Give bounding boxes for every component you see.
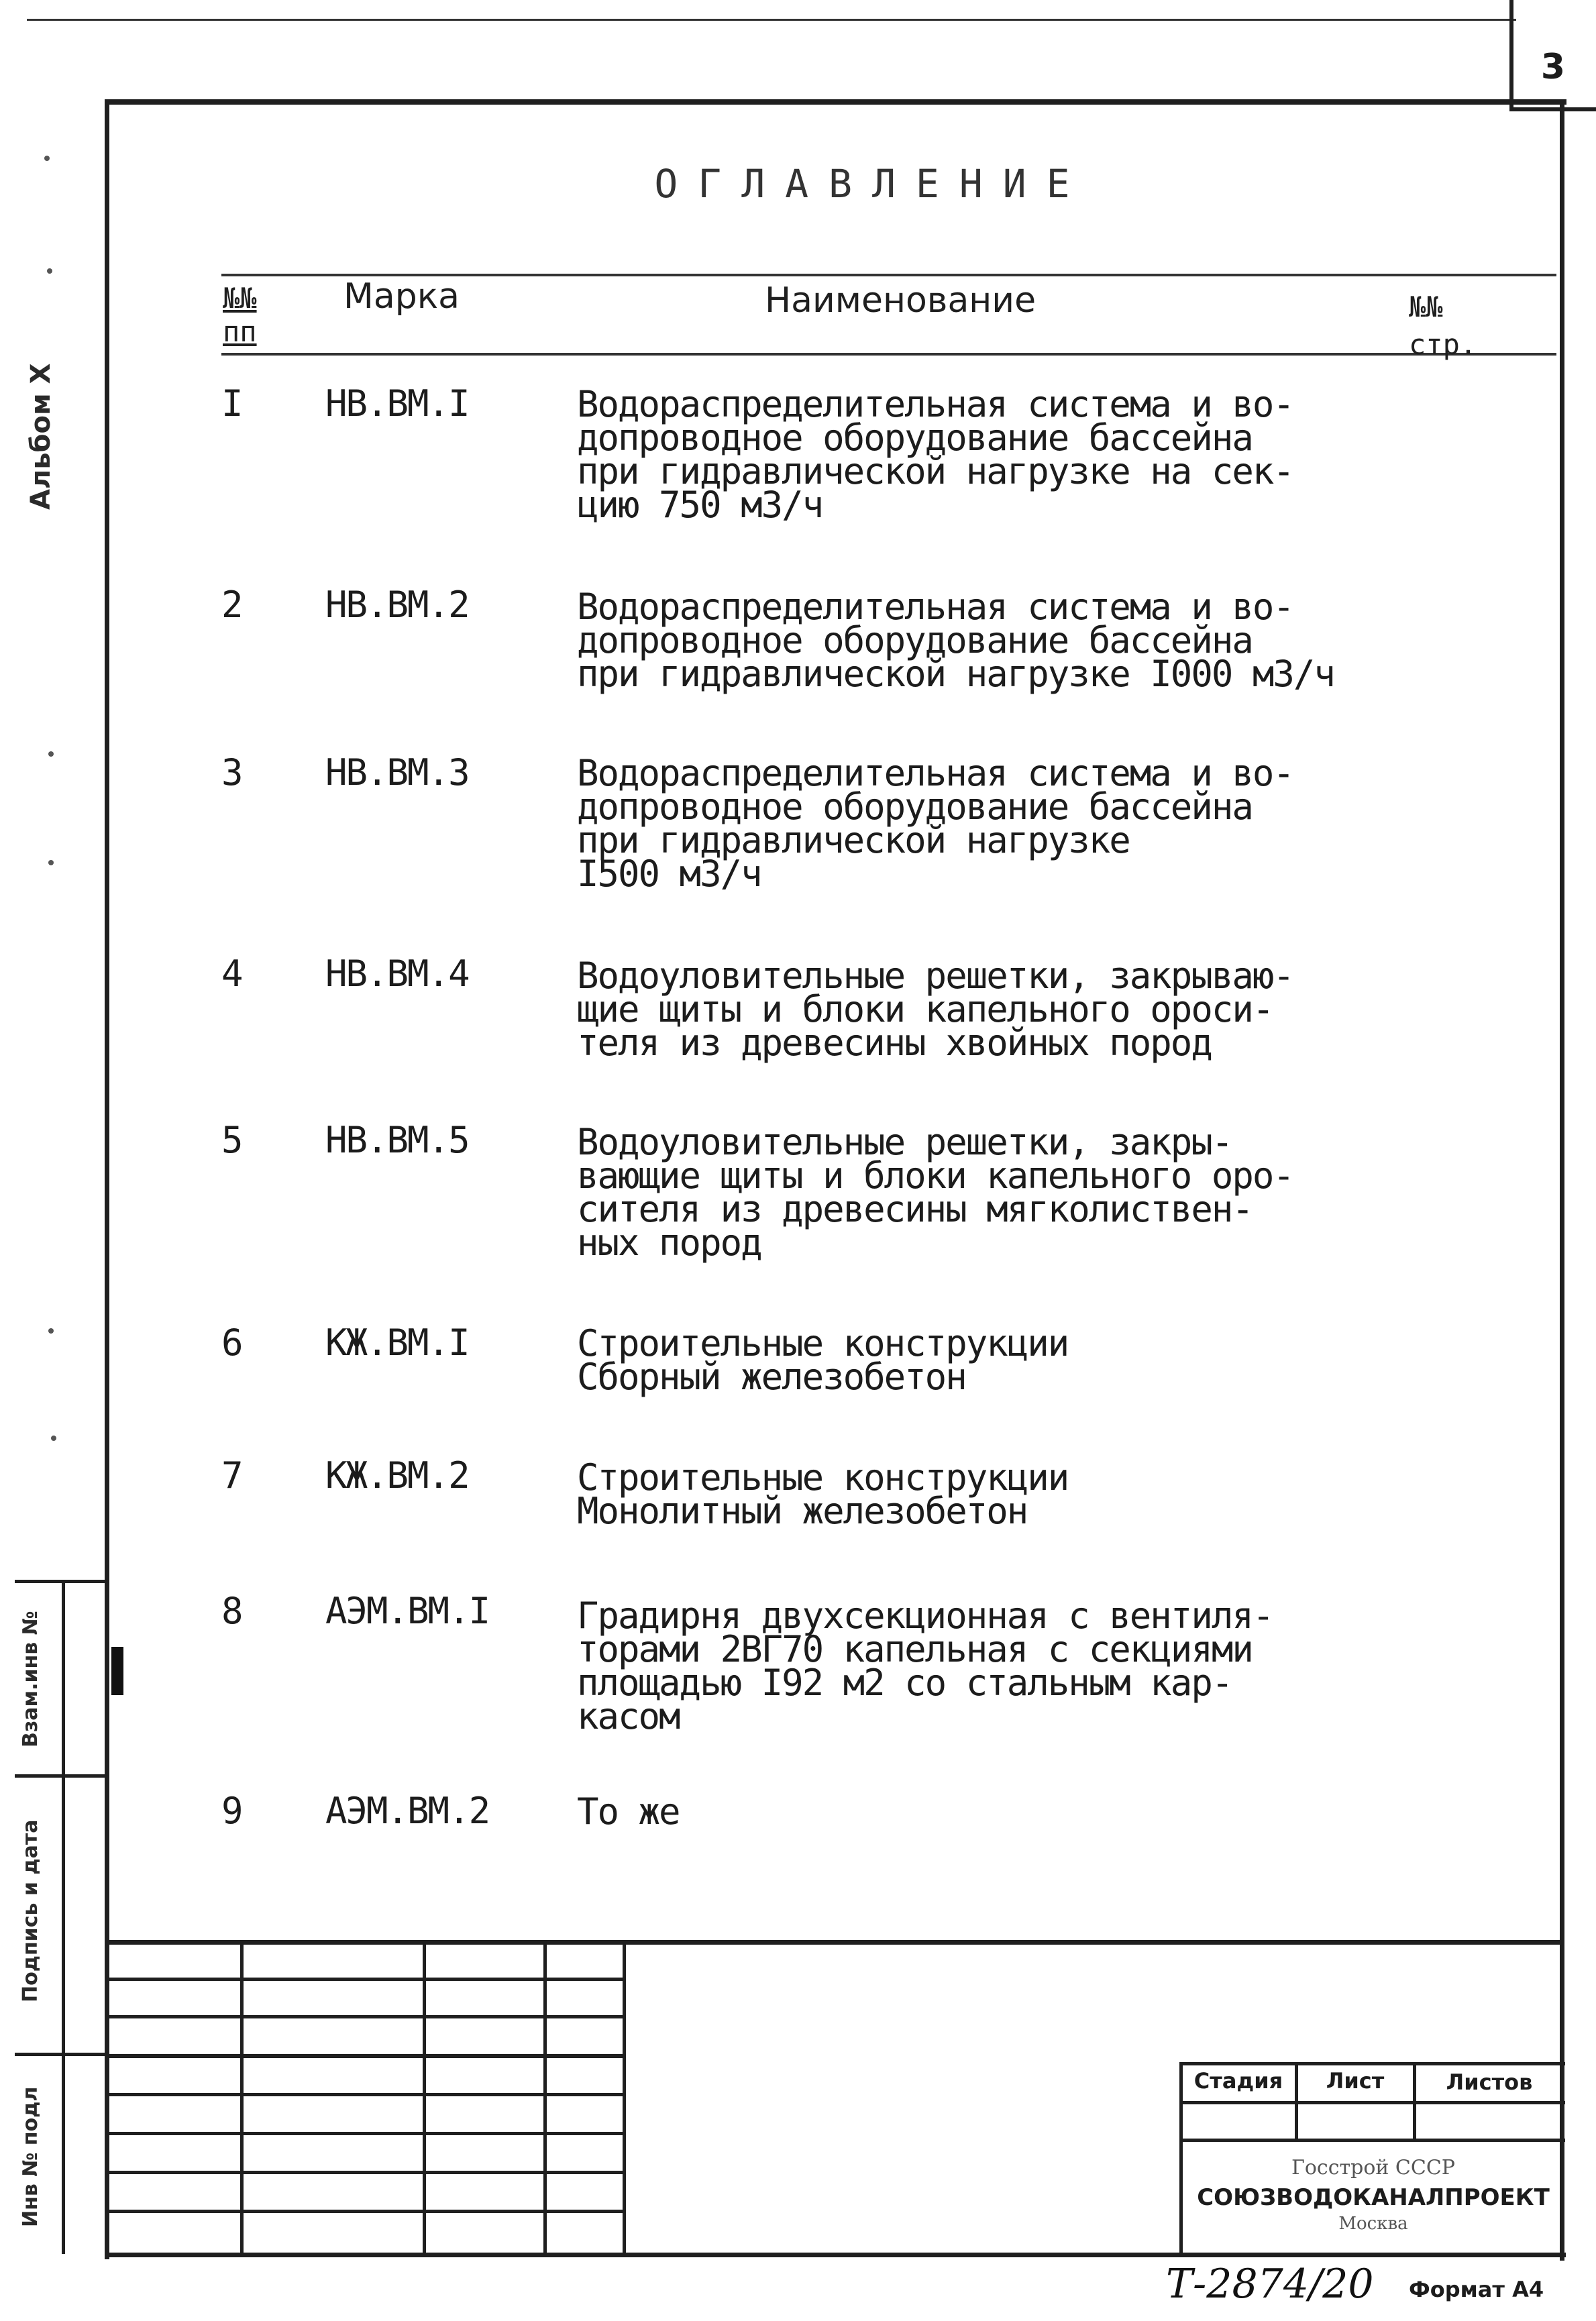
row-mark: НВ.ВМ.3 — [325, 751, 469, 794]
row-mark: КЖ.ВМ.2 — [325, 1454, 469, 1497]
row-mark: АЭМ.ВМ.2 — [325, 1790, 490, 1832]
frame-top — [107, 99, 1566, 105]
signature-date-label: Подпись и дата — [19, 1819, 42, 2002]
header-name: Наименование — [765, 280, 1036, 321]
format-label: Формат А4 — [1409, 2277, 1544, 2302]
row-num: I — [221, 382, 244, 425]
row-name: Строительные конструкции Монолитный железобетон — [577, 1456, 1069, 1532]
page-number: 3 — [1540, 47, 1566, 87]
top-edge-line — [27, 19, 1516, 21]
row-mark: НВ.ВМ.5 — [325, 1119, 469, 1161]
row-num: 7 — [221, 1454, 244, 1497]
stamp-top-line — [107, 1940, 1563, 1945]
margin-mark — [48, 1328, 54, 1334]
row-mark: НВ.ВМ.2 — [325, 584, 469, 626]
org-city: Москва — [1338, 2214, 1408, 2234]
row-mark: КЖ.ВМ.I — [325, 1321, 469, 1364]
row-mark: АЭМ.ВМ.I — [325, 1590, 490, 1632]
album-label: Альбом X — [25, 363, 56, 510]
stamp-grid-divider — [240, 1940, 244, 2255]
title-block-line — [1179, 2139, 1565, 2142]
row-num: 3 — [221, 751, 244, 794]
margin-mark — [48, 860, 54, 865]
sheets-label: Листов — [1446, 2069, 1533, 2095]
binding-mark — [111, 1647, 123, 1695]
header-bottom-line — [221, 353, 1556, 356]
margin-mark — [47, 268, 52, 274]
org-ministry: Госстрой СССР — [1291, 2156, 1455, 2179]
frame-bottom — [105, 2253, 1566, 2257]
header-mark: Марка — [343, 276, 460, 317]
margin-mark — [51, 1436, 56, 1441]
margin-stamp-divider — [62, 1580, 65, 2254]
row-name: Водораспределительная система и во- допроводное оборудование бассейна при гидравлической нагрузке на сек- цию 750 м3/ч — [577, 383, 1293, 526]
row-num: 8 — [221, 1590, 244, 1632]
row-num: 9 — [221, 1790, 244, 1832]
row-num: 5 — [221, 1119, 244, 1161]
margin-mark — [48, 751, 54, 757]
row-mark: НВ.ВМ.I — [325, 382, 469, 425]
header-page: №№ стр. — [1409, 290, 1477, 361]
row-name: То же — [577, 1790, 680, 1833]
row-name: Строительные конструкции Сборный железобетон — [577, 1322, 1069, 1398]
header-num: №№ пп — [223, 282, 257, 348]
org-name: СОЮЗВОДОКАНАЛПРОЕКТ — [1197, 2184, 1550, 2211]
margin-mark — [44, 156, 50, 161]
row-name: Градирня двухсекционная с вентиля- торами 2ВГ70 капельная с секциями площадью I92 м2 со стальным кар- касом — [577, 1595, 1273, 1737]
frame-left — [105, 99, 109, 2259]
stamp-grid-divider — [543, 1940, 547, 2255]
title-block-top-line — [1179, 2062, 1565, 2065]
inv-original-label: Инв № подл — [19, 2086, 42, 2227]
title-block-line — [1179, 2101, 1565, 2104]
row-name: Водоуловительные решетки, закрываю- щие щиты и блоки капельного ороси- теля из древесины хвойных пород — [577, 955, 1293, 1064]
page-title: ОГЛАВЛЕНИЕ — [654, 161, 1090, 207]
stamp-grid-divider — [623, 1940, 626, 2255]
stamp-grid-divider — [423, 1940, 426, 2255]
handwritten-code: Т-2874/20 — [1166, 2261, 1374, 2308]
row-mark: НВ.ВМ.4 — [325, 953, 469, 995]
row-num: 4 — [221, 953, 244, 995]
inv-replace-label: Взам.инв № — [19, 1611, 42, 1747]
sheet-label: Лист — [1326, 2068, 1385, 2094]
frame-right — [1560, 101, 1564, 2261]
row-num: 6 — [221, 1321, 244, 1364]
row-name: Водоуловительные решетки, закры- вающие щиты и блоки капельного оро- сителя из древесины мягколиствен- ных пород — [577, 1121, 1293, 1264]
row-num: 2 — [221, 584, 244, 626]
row-name: Водораспределительная система и во- допроводное оборудование бассейна при гидравлической нагрузке I500 м3/ч — [577, 752, 1293, 895]
stage-label: Стадия — [1193, 2068, 1283, 2094]
row-name: Водораспределительная система и во- допроводное оборудование бассейна при гидравлической нагрузке I000 м3/ч — [577, 586, 1334, 695]
